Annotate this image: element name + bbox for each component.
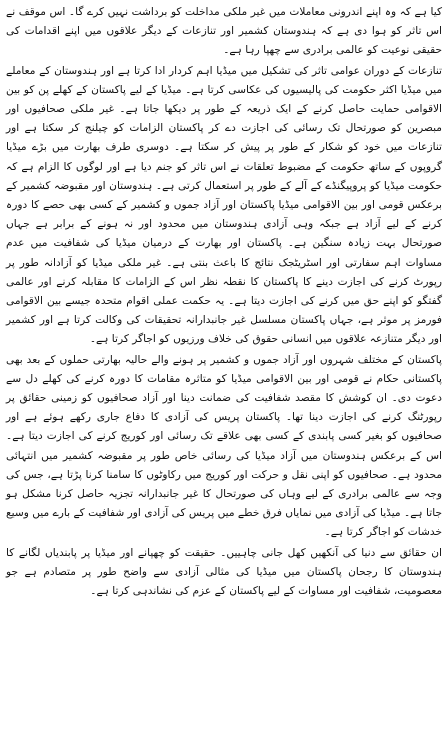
paragraph-3: پاکستان کے مختلف شہروں اور آزاد جموں و کشمیر پر ہونے والے حالیہ بھارتی حملوں کے بعد بھی پاکستانی حکام نے قومی اور بین الاقوامی میڈیا کو متاثرہ مقامات کا دورہ کرنے کی کھلے دل سے دعوت دی۔ ان کوشش کا مقصد شفافیت کی ضمانت دینا اور آزاد صحافیوں کو زمینی حقائق پر رپورٹنگ کرنے کی اجازت دینا تھا۔ پاکستان پریس کی آزادی کا دفاع جاری رکھے ہوئے ہے اور صحافیوں کو بغیر کسی پابندی کے کسی بھی علاقے تک رسائی اور کوریج کرنے کی اجازت دیتا ہے۔ اس کے برعکس ہندوستان میں آزاد میڈیا کی رسائی خاص طور پر مقبوضہ کشمیر میں انتہائی محدود ہے۔ صحافیوں کو اپنی نقل و حرکت اور کوریج میں رکاوٹوں کا سامنا کرنا پڑتا ہے، جس کی وجہ سے عالمی برادری کے لیے وہاں کی صورتحال کا غیر جانبدارانہ تجزیہ حاصل کرنا مشکل ہو جاتا ہے۔ میڈیا کی آزادی میں نمایاں فرق خطے میں پریس کی آزادی اور شفافیت کے بارے میں وسیع خدشات کو اجاگر کرتا ہے۔	[6, 353, 442, 539]
paragraph-2: تنازعات کے دوران عوامی تاثر کی تشکیل میں میڈیا اہم کردار ادا کرتا ہے اور ہندوستان کے معاملے میں میڈیا اکثر حکومت کی پالیسیوں کی عکاسی کرتا ہے۔ میڈیا کے لیے پاکستان کے کھلے پن کو بین الاقوامی حمایت حاصل کرنے کے ایک ذریعہ کے طور پر دیکھا جاتا ہے۔ غیر ملکی صحافیوں اور مبصرین کو صورتحال تک رسائی کی اجازت دے کر پاکستان الزامات کو چیلنج کر سکتا ہے اور تنازعات میں خود کو شکار کے طور پر پیش کر سکتا ہے۔ دوسری طرف بھارت میں بڑے میڈیا گروپوں کے ساتھ حکومت کے مضبوط تعلقات نے اس تاثر کو جنم دیا ہے اور لوگوں کا الزام ہے کہ حکومت میڈیا کو پروپیگنڈے کے آلے کے طور پر استعمال کرتی ہے۔ ہندوستان اور مقبوضہ کشمیر کے برعکس قومی اور بین الاقوامی میڈیا پاکستان اور آزاد جموں و کشمیر کے کسی بھی حصے کا دورہ کرنے کے لیے آزاد ہے جبکہ وہی آزادی ہندوستان میں محدود اور نہ ہونے کے برابر ہے جہاں صورتحال بہت زیادہ سنگین ہے۔ پاکستان اور بھارت کے درمیان میڈیا کی شفافیت میں عدم مساوات اہم سفارتی اور اسٹریٹجک نتائج کا باعث بنتی ہے۔ غیر ملکی میڈیا کو آزادانہ طور پر رپورٹ کرنے کی اجازت دینے کا پاکستان کا نقطہ نظر اس کے الزامات کا مقابلہ کرنے اور عالمی گفتگو کو اپنے حق میں کرنے کی اجازت دیتا ہے۔ یہ حکمت عملی اقوام متحدہ جیسے بین الاقوامی فورمز پر موثر ہے، جہاں پاکستان مسلسل غیر جانبدارانہ تحقیقات کی وکالت کرتا ہے اور کشمیر اور دیگر متنازعہ علاقوں میں انسانی حقوق کی خلاف ورزیوں کو اجاگر کرتا ہے۔	[6, 64, 442, 346]
paragraph-4: ان حقائق سے دنیا کی آنکھیں کھل جانی چاہییں۔ حقیقت کو چھپانے اور میڈیا پر پابندیاں لگانے کا ہندوستان کا رجحان پاکستان میں میڈیا کی مثالی آزادی سے واضح طور پر متصادم ہے جو معصومیت، شفافیت اور مساوات کے لیے پاکستان کے عزم کی نشاندہی کرتا ہے۔	[6, 546, 442, 598]
paragraph-1: کیا ہے کہ وہ اپنے اندرونی معاملات میں غیر ملکی مداخلت کو برداشت نہیں کرے گا۔ اس موقف نے اس تاثر کو ہوا دی ہے کہ ہندوستان کشمیر اور تنازعات کے دیگر علاقوں میں اپنے اقدامات کی حقیقی نوعیت کو عالمی برادری سے چھپا رہا ہے۔	[6, 6, 442, 57]
